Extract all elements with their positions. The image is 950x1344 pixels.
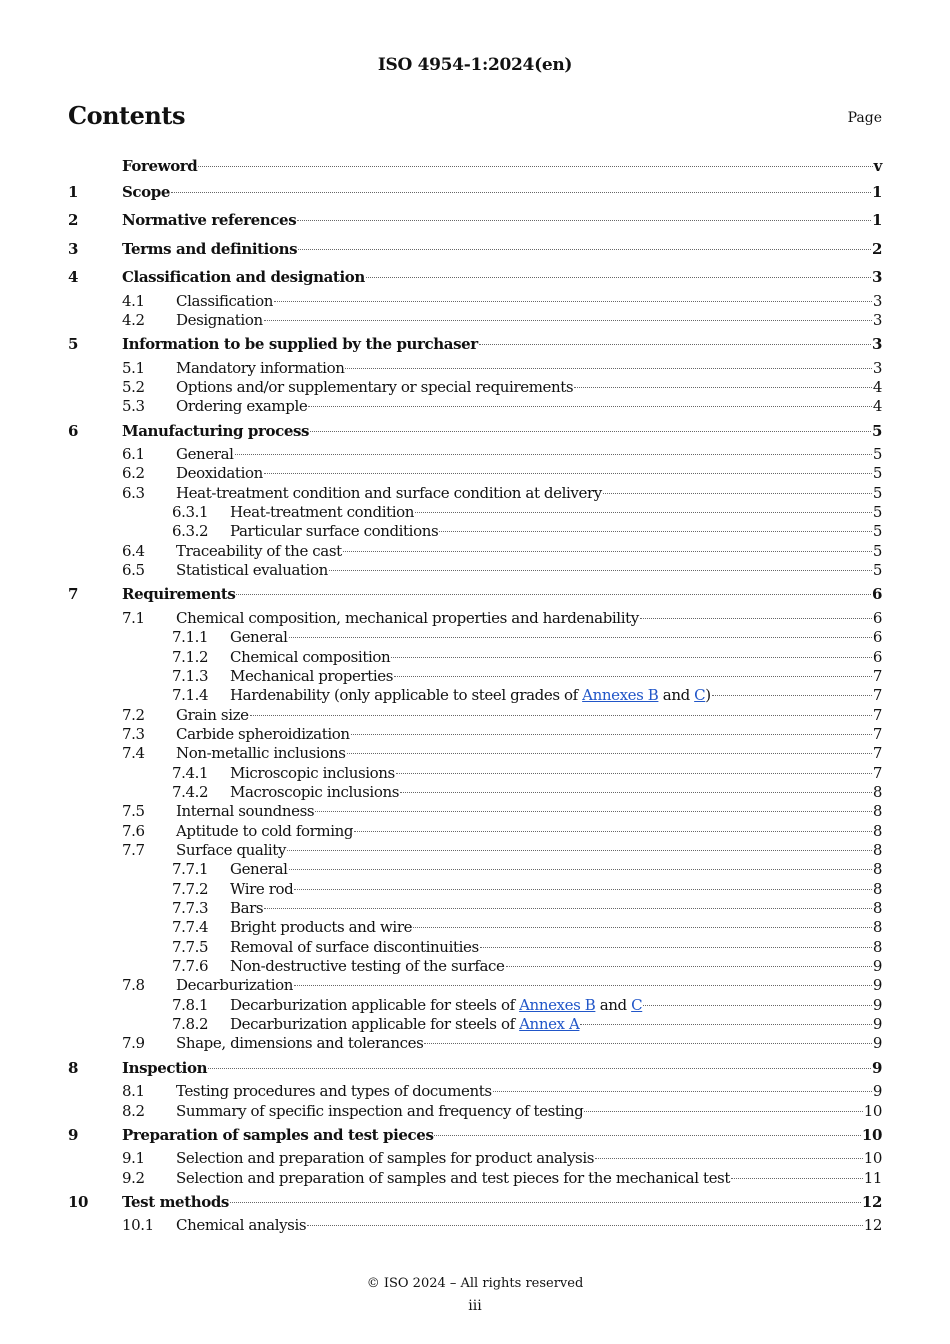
toc-entry-title[interactable]: Options and/or supplementary or special requirements [176,377,574,396]
toc-entry[interactable] [68,292,882,311]
dot-leader [493,1091,872,1092]
toc-entry-page[interactable]: 6 [871,585,882,604]
toc-entry-title-text: and [658,686,695,705]
dot-leader [394,676,872,677]
toc-entry-title[interactable]: Chemical analysis [176,1216,307,1235]
toc-entry[interactable] [68,206,882,234]
dot-leader [264,473,872,474]
toc-entry-title[interactable]: Particular surface conditions [230,522,439,541]
toc-entry[interactable] [68,178,882,206]
toc-entry-title[interactable]: General [230,860,288,879]
toc-entry-title[interactable]: Bars [230,899,264,918]
toc-entry-title[interactable]: Information to be supplied by the purchaser [122,335,478,354]
dot-leader [171,192,871,193]
toc-entry-title[interactable]: Traceability of the cast [176,541,342,560]
toc-entry-title[interactable]: Deoxidation [176,464,263,483]
annex-link[interactable]: Annex A [519,1015,580,1034]
toc-entry-number: 10 [68,1192,89,1211]
toc-entry-title[interactable]: Manufacturing process [122,421,310,440]
toc-entry-number: 7.1.1 [172,628,209,647]
toc-entry[interactable] [68,686,882,705]
toc-entry-number: 7.8 [122,976,145,995]
dot-leader [580,1024,871,1025]
toc-entry-title[interactable]: Internal soundness [176,802,315,821]
toc-entry-title-text: ) [705,686,711,705]
page-number: iii [468,1298,482,1314]
toc-entry[interactable] [68,725,882,744]
toc-entry-number: 7.4.1 [172,763,209,782]
dot-leader [236,594,871,595]
toc-entry-page[interactable]: 7 [872,724,882,743]
toc-entry-title[interactable] [230,1015,579,1034]
dot-leader [294,889,871,890]
toc-entry[interactable] [68,744,882,763]
toc-entry[interactable] [68,445,882,464]
toc-entry-title[interactable]: Summary of specific inspection and frequency of testing [176,1101,584,1120]
toc-entry[interactable] [68,1082,882,1101]
toc-entry-title[interactable]: Requirements [122,585,236,604]
toc-entry-page[interactable]: 7 [872,686,882,705]
toc-entry-title[interactable]: Aptitude to cold forming [176,821,354,840]
dot-leader [415,512,872,513]
toc-entry[interactable] [68,561,882,580]
dot-leader [298,249,871,250]
toc-entry[interactable] [68,783,882,802]
toc-entry-title[interactable]: Statistical evaluation [176,561,328,580]
toc-entry-title[interactable]: Classification and designation [122,268,365,287]
toc-entry-number: 6.1 [122,445,145,464]
toc-entry-page[interactable]: 5 [871,421,882,440]
toc-entry[interactable] [68,330,882,358]
toc-entry[interactable] [68,1149,882,1168]
dot-leader [297,220,871,221]
dot-leader [351,734,872,735]
annex-link[interactable]: Annexes B [519,995,596,1014]
toc-entry-page[interactable]: 9 [872,976,882,995]
toc-entry[interactable] [68,397,882,416]
toc-entry-page[interactable]: 5 [872,541,882,560]
toc-entry-page[interactable]: 8 [872,860,882,879]
toc-entry-number: 7.7.2 [172,879,209,898]
toc-entry-title[interactable]: Chemical composition, mechanical properties and hardenability [176,608,639,627]
toc-entry-page[interactable]: 12 [863,1216,882,1235]
dot-leader [198,166,872,167]
toc-entry[interactable] [68,899,882,918]
toc-entry-title[interactable]: Designation [176,310,263,329]
toc-entry-page[interactable]: 8 [872,840,882,859]
toc-entry-page[interactable]: 1 [871,183,882,201]
dot-leader [366,277,871,278]
toc-entry[interactable] [68,580,882,608]
toc-entry-page[interactable]: 2 [871,239,882,258]
toc-entry-page[interactable]: 10 [861,1125,882,1144]
toc-entry-page[interactable]: 8 [872,879,882,898]
toc-entry[interactable] [68,1169,882,1188]
toc-entry-page[interactable]: 10 [863,1101,882,1120]
toc-entry-title[interactable]: General [176,445,234,464]
dot-leader [308,406,872,407]
toc-entry-page[interactable]: 4 [872,397,882,416]
toc-entry-page[interactable]: 8 [872,899,882,918]
toc-entry[interactable] [68,918,882,937]
toc-entry-page[interactable]: 7 [872,666,882,685]
toc-entry[interactable] [68,648,882,667]
toc-entry-title-text: Hardenability (only applicable to steel grades of [230,686,583,705]
toc-entry-title[interactable]: Mandatory information [176,358,345,377]
toc-entry-title[interactable]: Preparation of samples and test pieces [122,1125,434,1144]
toc-entry-number: 7.8.1 [172,995,209,1014]
toc-entry-number: 8.1 [122,1082,145,1101]
toc-entry-page[interactable]: 3 [871,268,882,287]
dot-leader [354,831,872,832]
toc-entry[interactable] [68,996,882,1015]
toc-entry-number: 9 [68,1125,79,1144]
toc-entry-number: 4 [68,268,79,287]
toc-entry-number: 6.5 [122,561,145,580]
toc-entry-number: 7.8.2 [172,1015,209,1034]
toc-entry-number: 7.7.3 [172,899,209,918]
toc-entry-page[interactable]: 8 [872,802,882,821]
toc-entry[interactable] [68,957,882,976]
toc-entry[interactable] [68,235,882,263]
toc-entry-page[interactable]: 3 [872,310,882,329]
toc-entry-title[interactable] [230,996,642,1015]
contents-heading: Contents [68,101,185,130]
toc-entry-title[interactable]: Macroscopic inclusions [230,782,400,801]
toc-entry[interactable] [68,542,882,561]
toc-entry-number: 7.7 [122,840,145,859]
toc-entry-number: 7.7.1 [172,860,209,879]
toc-entry[interactable] [68,1188,882,1216]
toc-entry-page[interactable]: 6 [872,608,882,627]
toc-entry-number: 7.7.4 [172,918,209,937]
toc-entry-title[interactable]: Terms and definitions [122,239,298,258]
annex-link[interactable]: C [694,686,706,705]
dot-leader [329,570,872,571]
toc-entry-number: 6 [68,421,79,440]
toc-entry-title[interactable]: Inspection [122,1058,208,1077]
toc-entry-page[interactable]: 9 [872,995,882,1014]
toc-entry[interactable] [68,841,882,860]
dot-leader [506,966,872,967]
toc-entry-number: 4.1 [122,291,145,310]
toc-entry-title[interactable]: Grain size [176,705,249,724]
toc-entry-page[interactable]: v [873,157,882,175]
toc-entry-number: 7.2 [122,705,145,724]
toc-entry[interactable] [68,503,882,522]
toc-entry-page[interactable]: 6 [872,647,882,666]
toc-entry-number: 6.3.1 [172,503,209,522]
dot-leader [250,715,872,716]
toc-entry[interactable] [68,802,882,821]
toc-entry-page[interactable]: 9 [872,1015,882,1034]
toc-entry-page[interactable]: 8 [872,821,882,840]
toc-entry-page[interactable]: 5 [872,464,882,483]
dot-leader [731,1178,863,1179]
toc-entry-number: 7.6 [122,821,145,840]
toc-entry-title[interactable]: Non-metallic inclusions [176,744,346,763]
dot-leader [640,618,872,619]
toc-entry-title[interactable]: Removal of surface discontinuities [230,937,479,956]
dot-leader [264,908,872,909]
toc-entry-page[interactable]: 5 [872,503,882,522]
dot-leader [347,753,872,754]
toc-entry-page[interactable]: 9 [872,957,882,976]
toc-entry-title[interactable]: Decarburization [176,976,294,995]
dot-leader [413,927,872,928]
toc-entry-page[interactable]: 9 [871,1058,882,1077]
toc-entry-title[interactable]: Bright products and wire [230,918,413,937]
toc-entry-page[interactable]: 7 [872,763,882,782]
toc-entry-title[interactable]: Microscopic inclusions [230,763,395,782]
toc-entry-title[interactable]: Ordering example [176,397,308,416]
toc-entry-number: 6.2 [122,464,145,483]
toc-entry-page[interactable]: 5 [872,561,882,580]
dot-leader [595,1158,863,1159]
dot-leader [264,320,872,321]
dot-leader [235,454,872,455]
toc-entry-title[interactable]: Testing procedures and types of documents [176,1082,492,1101]
toc-entry-page[interactable]: 9 [872,1034,882,1053]
dot-leader [584,1111,862,1112]
toc-entry-number: 7 [68,585,79,604]
dot-leader [400,792,872,793]
toc-entry[interactable] [68,484,882,503]
document-id-header: ISO 4954-1:2024(en) [377,55,573,75]
toc-entry-page[interactable]: 8 [872,937,882,956]
toc-entry-title-text: Decarburization applicable for steels of [230,995,520,1014]
toc-entry-number: 2 [68,211,79,230]
toc-entry[interactable] [68,359,882,378]
toc-entry[interactable] [68,1216,882,1235]
toc-entry[interactable] [68,1121,882,1149]
toc-entry-title[interactable]: Normative references [122,211,297,230]
dot-leader [343,551,872,552]
toc-entry-page[interactable]: 5 [872,483,882,502]
toc-entry[interactable] [68,938,882,957]
toc-entry-number: 7.4.2 [172,782,209,801]
toc-entry[interactable] [68,1015,882,1034]
dot-leader [574,387,872,388]
toc-entry-title[interactable]: Chemical composition [230,647,391,666]
dot-leader [274,301,872,302]
toc-entry-title[interactable]: Selection and preparation of samples for product analysis [176,1149,595,1168]
toc-entry-page[interactable]: 7 [872,705,882,724]
toc-entry-number: 5.3 [122,397,145,416]
dot-leader [310,431,871,432]
dot-leader [480,947,872,948]
dot-leader [208,1068,871,1069]
dot-leader [315,811,872,812]
dot-leader [643,1005,872,1006]
toc-entry-page[interactable]: 12 [861,1192,882,1211]
toc-entry-number: 5.1 [122,358,145,377]
toc-entry[interactable] [68,628,882,647]
toc-entry[interactable] [68,311,882,330]
toc-entry-number: 5 [68,335,79,354]
dot-leader [479,344,871,345]
toc-entry-title[interactable]: Mechanical properties [230,666,394,685]
toc-entry[interactable] [68,263,882,291]
toc-entry-page[interactable]: 4 [872,377,882,396]
toc-entry-number: 3 [68,239,79,258]
toc-entry-title[interactable]: Carbide spheroidization [176,724,350,743]
dot-leader [287,850,872,851]
toc-entry-number: 7.9 [122,1034,145,1053]
toc-entry-title-text: Decarburization applicable for steels of [230,1015,520,1034]
dot-leader [289,637,872,638]
toc-entry-page[interactable]: 10 [863,1149,882,1168]
toc-entry[interactable] [68,417,882,445]
toc-entry-number: 7.1.3 [172,666,209,685]
toc-entry-title[interactable] [230,686,711,705]
toc-entry-number: 7.3 [122,724,145,743]
toc-entry[interactable] [68,1034,882,1053]
toc-entry[interactable] [68,522,882,541]
dot-leader [424,1043,871,1044]
toc-entry-number: 7.1.4 [172,686,209,705]
toc-entry-number: 7.7.6 [172,957,209,976]
toc-entry-number: 6.4 [122,541,145,560]
dot-leader [307,1225,863,1226]
toc-entry-page[interactable]: 3 [871,335,882,354]
toc-entry-page[interactable]: 8 [872,918,882,937]
dot-leader [603,493,872,494]
toc-entry-title[interactable]: Shape, dimensions and tolerances [176,1034,424,1053]
toc-entry-number: 6.3.2 [172,522,209,541]
toc-entry-title[interactable]: Surface quality [176,840,286,859]
toc-entry-number: 8 [68,1058,79,1077]
toc-entry[interactable] [68,764,882,783]
toc-entry-page[interactable]: 6 [872,628,882,647]
toc-entry-number: 7.7.5 [172,937,209,956]
toc-entry-number: 4.2 [122,310,145,329]
table-of-contents [68,154,882,1236]
dot-leader [396,773,872,774]
toc-entry-title[interactable]: Test methods [122,1192,229,1211]
dot-leader [712,695,872,696]
toc-entry-page[interactable]: 5 [872,522,882,541]
dot-leader [391,657,872,658]
toc-entry-page[interactable]: 8 [872,782,882,801]
toc-entry-number: 9.2 [122,1168,145,1187]
toc-entry-title[interactable]: Non-destructive testing of the surface [230,957,505,976]
toc-entry-title[interactable]: Heat-treatment condition and surface condition at delivery [176,483,602,502]
toc-entry[interactable] [68,154,882,178]
toc-entry-title[interactable]: Selection and preparation of samples and test pieces for the mechanical test [176,1168,730,1187]
toc-entry-title[interactable]: Wire rod [230,879,294,898]
toc-entry-title[interactable]: Classification [176,291,274,310]
dot-leader [289,869,872,870]
toc-entry-number: 8.2 [122,1101,145,1120]
toc-entry-number: 7.1 [122,608,145,627]
toc-entry[interactable] [68,706,882,725]
toc-entry-number: 9.1 [122,1149,145,1168]
annex-link[interactable]: C [631,995,643,1014]
toc-entry[interactable] [68,822,882,841]
dot-leader [345,368,871,369]
dot-leader [230,1202,861,1203]
toc-entry-page[interactable]: 3 [872,358,882,377]
toc-entry-title[interactable]: Scope [122,183,171,201]
toc-entry-number: 7.5 [122,802,145,821]
toc-entry-number: 1 [68,183,79,201]
toc-entry-number: 10.1 [122,1216,154,1235]
toc-entry-title[interactable]: Heat-treatment condition [230,503,415,522]
dot-leader [294,985,872,986]
toc-entry-page[interactable]: 9 [872,1082,882,1101]
toc-entry-number: 7.1.2 [172,647,209,666]
page-column-label: Page [847,110,882,126]
toc-entry-title-text: and [595,995,632,1014]
toc-entry-title[interactable]: Foreword [122,157,198,175]
toc-entry-title[interactable]: General [230,628,288,647]
dot-leader [434,1135,860,1136]
toc-entry-page[interactable]: 3 [872,291,882,310]
toc-entry[interactable] [68,378,882,397]
toc-entry[interactable] [68,1102,882,1121]
toc-entry-page[interactable]: 5 [872,445,882,464]
annex-link[interactable]: Annexes B [582,686,659,705]
toc-entry[interactable] [68,464,882,483]
toc-entry[interactable] [68,860,882,879]
toc-entry[interactable] [68,1054,882,1082]
toc-entry-page[interactable]: 11 [863,1168,882,1187]
toc-entry-page[interactable]: 7 [872,744,882,763]
toc-entry-number: 6.3 [122,483,145,502]
toc-entry[interactable] [68,880,882,899]
copyright-footer: © ISO 2024 – All rights reserved [366,1276,584,1291]
dot-leader [439,531,872,532]
toc-entry-number: 7.4 [122,744,145,763]
toc-entry[interactable] [68,976,882,995]
toc-entry-page[interactable]: 1 [871,211,882,230]
toc-entry[interactable] [68,667,882,686]
toc-entry[interactable] [68,609,882,628]
toc-entry-number: 5.2 [122,377,145,396]
